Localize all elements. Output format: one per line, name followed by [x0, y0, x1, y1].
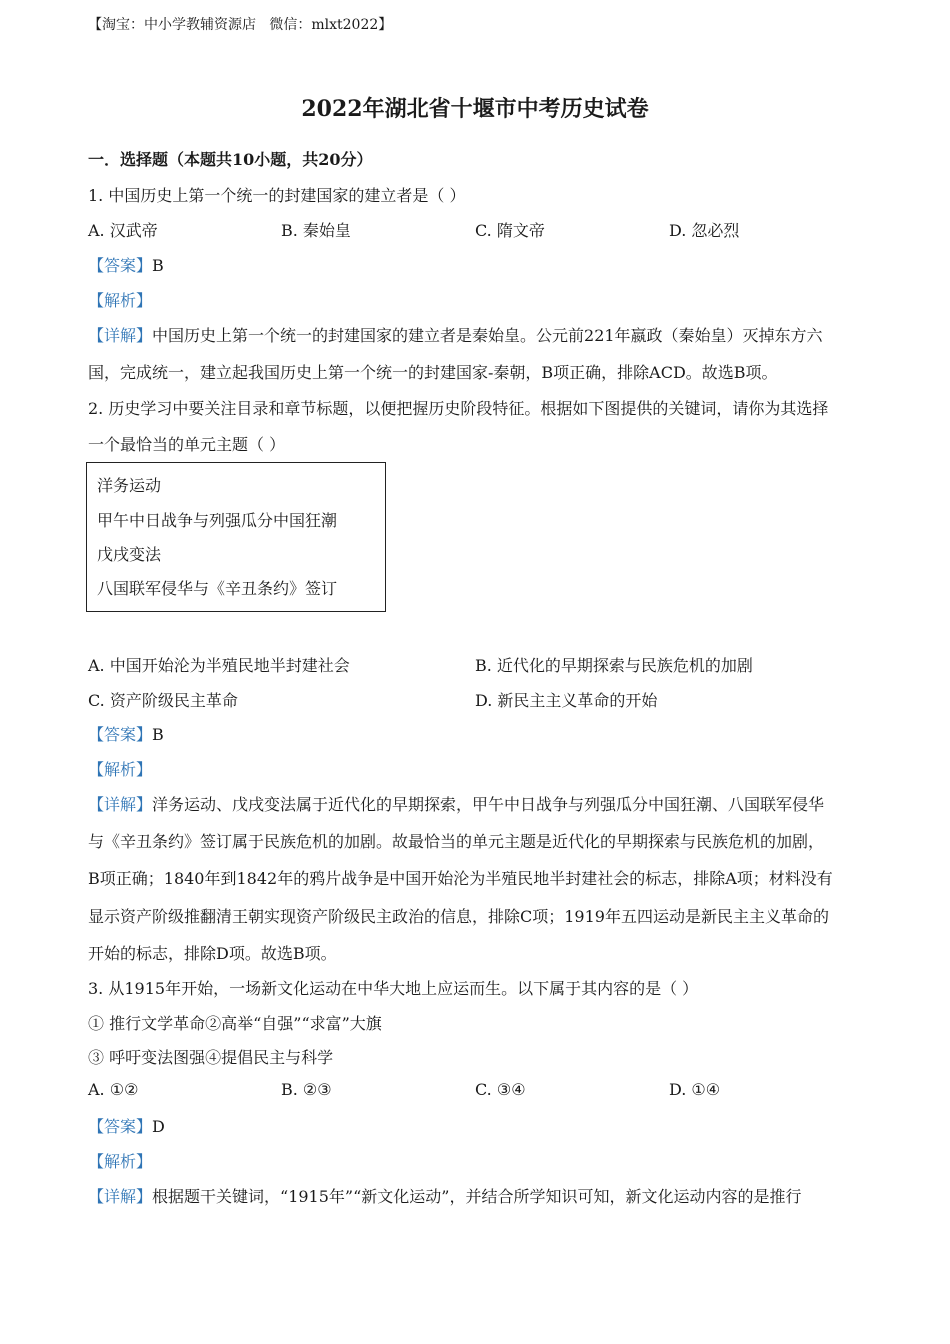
q1-detail-line-2: 国，完成统一，建立起我国历史上第一个统一的封建国家-秦朝，B项正确，排除ACD。故选B项。	[88, 363, 778, 382]
q3-answer-value: D	[152, 1117, 165, 1136]
q3-option-d: D. ①④	[669, 1080, 721, 1099]
q2-answer-value: B	[152, 725, 164, 744]
q3-detail-text-1: 根据题干关键词，“1915年”“新文化运动”，并结合所学知识可知，新文化运动内容的是推行	[152, 1187, 802, 1206]
q1-option-b: B. 秦始皇	[281, 221, 351, 240]
q2-stem-line-1: 2. 历史学习中要关注目录和章节标题，以便把握历史阶段特征。根据如下图提供的关键词，请你为其选择	[88, 399, 829, 418]
q2-detail-line-5: 开始的标志，排除D项。故选B项。	[88, 944, 337, 963]
header-note: 【淘宝：中小学教辅资源店 微信：mlxt2022】	[88, 17, 393, 33]
q2-keyword-4: 八国联军侵华与《辛丑条约》签订	[97, 579, 338, 598]
q1-option-c: C. 隋文帝	[475, 221, 545, 240]
q3-items-line-2: ③ 呼吁变法图强④提倡民主与科学	[88, 1048, 334, 1067]
q3-detail-line-1	[88, 1184, 801, 1207]
q2-detail-line-3: B项正确；1840年到1842年的鸦片战争是中国开始沦为半殖民地半封建社会的标志，排除A项；材料没有	[88, 869, 833, 888]
q3-option-a: A. ①②	[88, 1080, 139, 1099]
q1-detail-line-1	[88, 323, 823, 346]
detail-tag: 【详解】	[88, 326, 153, 345]
q3-option-c: C. ③④	[475, 1080, 526, 1099]
q2-detail-line-2: 与《辛丑条约》签订属于民族危机的加剧。故最恰当的单元主题是近代化的早期探索与民族危机的加剧，	[88, 832, 825, 851]
q3-analysis-tag: 【解析】	[88, 1152, 153, 1171]
q2-stem-line-2: 一个最恰当的单元主题（ ）	[88, 435, 286, 454]
q2-keyword-1: 洋务运动	[97, 476, 162, 495]
q2-option-d: D. 新民主主义革命的开始	[475, 691, 658, 710]
q1-option-a: A. 汉武帝	[88, 221, 158, 240]
answer-tag: 【答案】	[88, 1117, 153, 1136]
q2-option-b: B. 近代化的早期探索与民族危机的加剧	[475, 656, 753, 675]
answer-tag: 【答案】	[88, 256, 153, 275]
q1-stem: 1. 中国历史上第一个统一的封建国家的建立者是（ ）	[88, 186, 466, 205]
q2-option-c: C. 资产阶级民主革命	[88, 691, 238, 710]
q1-answer	[88, 253, 164, 276]
q3-option-b: B. ②③	[281, 1080, 332, 1099]
q2-detail-line-4: 显示资产阶级推翻清王朝实现资产阶级民主政治的信息，排除C项；1919年五四运动是新民主主义革命的	[88, 907, 829, 926]
q2-answer	[88, 722, 164, 745]
detail-tag: 【详解】	[88, 795, 153, 814]
q2-detail-text-1: 洋务运动、戊戌变法属于近代化的早期探索，甲午中日战争与列强瓜分中国狂潮、八国联军侵华	[152, 795, 825, 814]
section-heading: 一．选择题（本题共10小题，共20分）	[88, 150, 373, 169]
q2-keyword-2: 甲午中日战争与列强瓜分中国狂潮	[97, 511, 338, 530]
q2-keyword-3: 戊戌变法	[97, 545, 162, 564]
q1-analysis-tag: 【解析】	[88, 291, 153, 310]
q2-analysis-tag: 【解析】	[88, 760, 153, 779]
q2-keyword-box	[86, 462, 386, 612]
q1-option-d: D. 忽必烈	[669, 221, 740, 240]
q3-answer	[88, 1114, 165, 1137]
q2-option-a: A. 中国开始沦为半殖民地半封建社会	[88, 656, 350, 675]
q3-items-line-1: ① 推行文学革命②高举“自强”“求富”大旗	[88, 1014, 382, 1033]
page-title: 2022年湖北省十堰市中考历史试卷	[301, 96, 649, 122]
q3-stem: 3. 从1915年开始，一场新文化运动在中华大地上应运而生。以下属于其内容的是（ ）	[88, 979, 699, 998]
answer-tag: 【答案】	[88, 725, 153, 744]
q1-detail-text-1: 中国历史上第一个统一的封建国家的建立者是秦始皇。公元前221年嬴政（秦始皇）灭掉东方六	[152, 326, 823, 345]
q2-detail-line-1	[88, 792, 824, 815]
detail-tag: 【详解】	[88, 1187, 153, 1206]
q1-answer-value: B	[152, 256, 164, 275]
